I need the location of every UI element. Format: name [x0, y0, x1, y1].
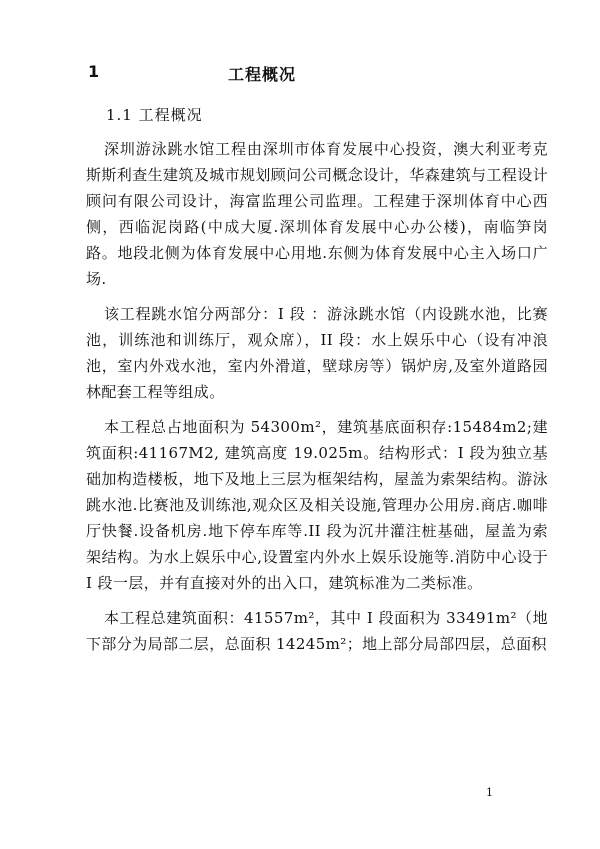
section-title: 工程概况	[228, 65, 297, 84]
section-heading	[88, 62, 508, 88]
subsection-heading: 1.1 工程概况	[106, 106, 203, 124]
paragraph-project-sections: 该工程跳水馆分两部分：I 段 ：游泳跳水馆（内设跳水池，比赛池，训练池和训练厅，观众席），II 段：水上娱乐中心（设有冲浪池，室内外戏水池，室内外滑道，壁球房等）锅炉房,及室外道路园林配套工程等组成。	[86, 305, 548, 401]
section-number: 1	[88, 62, 100, 81]
page-number: 1	[486, 786, 493, 799]
body-text	[86, 136, 548, 666]
paragraph-area-structure: 本工程总占地面积为 54300m²，建筑基底面积存:15484m2;建筑面积:41167M2, 建筑高度 19.025m。结构形式：I 段为独立基础加构造楼板，地下及地上三层为框架结构，屋盖为索架结构。游泳跳水池.比赛池及训练池,观众区及相关设施,管理办公用房.商店.咖啡厅快餐.设备机房.地下停车库等.II 段为沉井灌注桩基础，屋盖为索架结构。为水上娱乐中心,设置室内外水上娱乐设施等.消防中心设于 I 段一层，并有直接对外的出入口，建筑标准为二类标准。	[86, 418, 549, 592]
paragraph-project-overview: 深圳游泳跳水馆工程由深圳市体育发展中心投资，澳大利亚考克斯斯利查生建筑及城市规划顾问公司概念设计，华森建筑与工程设计顾问有限公司设计，海富监理公司监理。工程建于深圳体育中心西侧，西临泥岗路(中成大厦.深圳体育发展中心办公楼)，南临笋岗路。地段北侧为体育发展中心用地.东侧为体育发展中心主入场口广场.	[86, 140, 549, 288]
paragraph-total-area: 本工程总建筑面积：41557m²，其中 I 段面积为 33491m²（地下部分为局部二层，总面积 14245m²；地上部分局部四层，总面积	[86, 609, 548, 653]
